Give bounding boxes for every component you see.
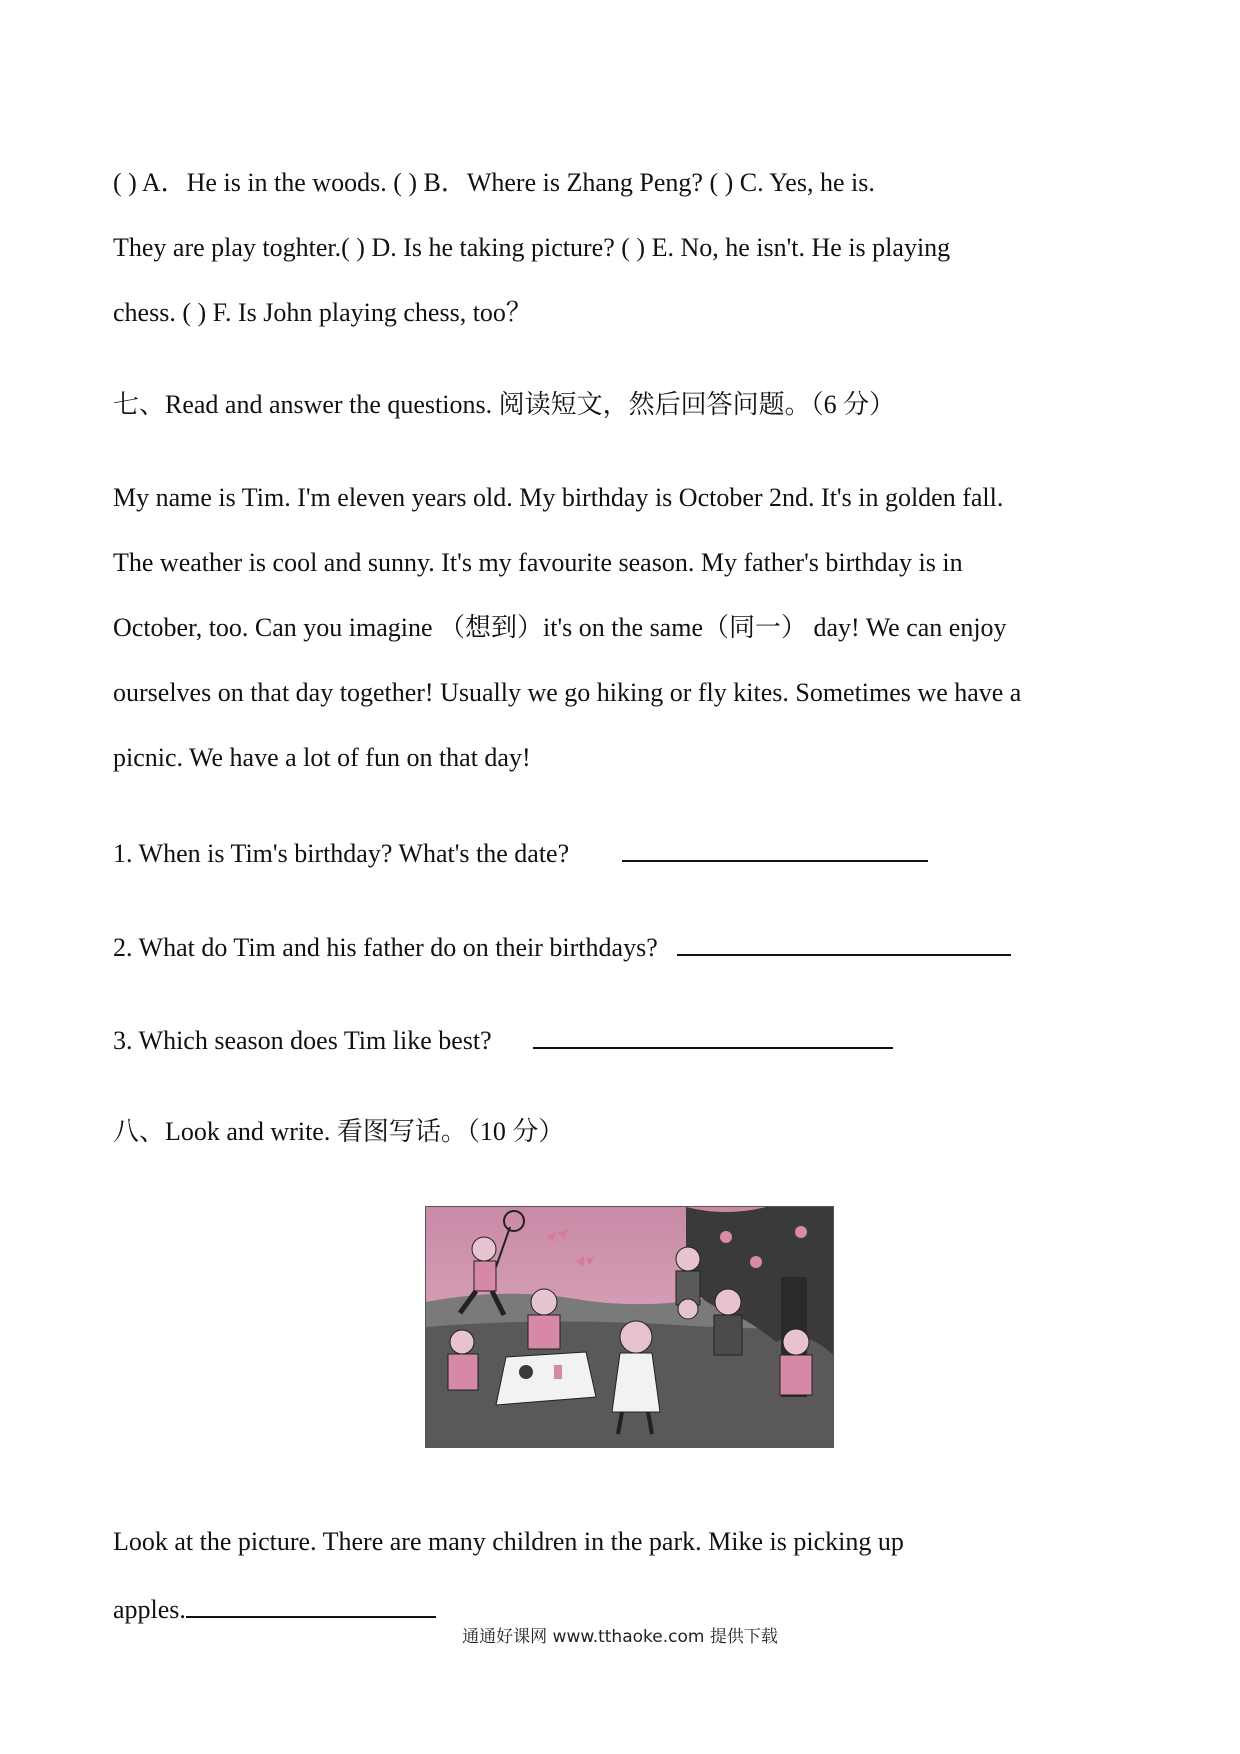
footer-download-note: 通通好课网 www.tthaoke.com 提供下载 bbox=[462, 1627, 778, 1647]
section-7-heading: 七、Read and answer the questions. 阅读短文，然后回答问题。（6 分） bbox=[113, 390, 896, 419]
matching-line-3: chess. ( ) F. Is John playing chess, too？ bbox=[113, 298, 532, 327]
section-8-text-line-2-row bbox=[113, 1592, 1153, 1625]
answer-2-blank[interactable] bbox=[677, 930, 1011, 956]
passage-line-1: My name is Tim. I'm eleven years old. My birthday is October 2nd. It's in golden fall. bbox=[113, 483, 1004, 512]
picnic-picture bbox=[425, 1206, 834, 1448]
section-8-text-line-2: apples. bbox=[113, 1595, 186, 1624]
section-8-heading: 八、Look and write. 看图写话。（10 分） bbox=[113, 1117, 565, 1146]
question-2: 2. What do Tim and his father do on their birthdays? bbox=[113, 933, 658, 962]
question-2-row bbox=[113, 930, 1153, 963]
question-3-row bbox=[113, 1023, 1153, 1056]
question-3: 3. Which season does Tim like best? bbox=[113, 1026, 492, 1055]
matching-line-2: They are play toghter.( ) D. Is he taking picture? ( ) E. No, he isn't. He is playing bbox=[113, 233, 951, 262]
question-1: 1. When is Tim's birthday? What's the date? bbox=[113, 839, 570, 868]
question-1-row bbox=[113, 836, 1153, 869]
passage-line-5: picnic. We have a lot of fun on that day! bbox=[113, 743, 531, 772]
section-8-text-line-1: Look at the picture. There are many children in the park. Mike is picking up bbox=[113, 1527, 904, 1556]
passage-line-4: ourselves on that day together! Usually we go hiking or fly kites. Sometimes we have a bbox=[113, 678, 1022, 707]
passage-line-3: October, too. Can you imagine （想到）it's on the same（同一） day! We can enjoy bbox=[113, 613, 1007, 642]
writing-blank[interactable] bbox=[186, 1592, 436, 1618]
answer-1-blank[interactable] bbox=[622, 836, 928, 862]
answer-3-blank[interactable] bbox=[533, 1023, 893, 1049]
passage-line-2: The weather is cool and sunny. It's my favourite season. My father's birthday is in bbox=[113, 548, 963, 577]
matching-line-1: ( ) A．He is in the woods. ( ) B．Where is Zhang Peng? ( ) C. Yes, he is. bbox=[113, 168, 875, 197]
